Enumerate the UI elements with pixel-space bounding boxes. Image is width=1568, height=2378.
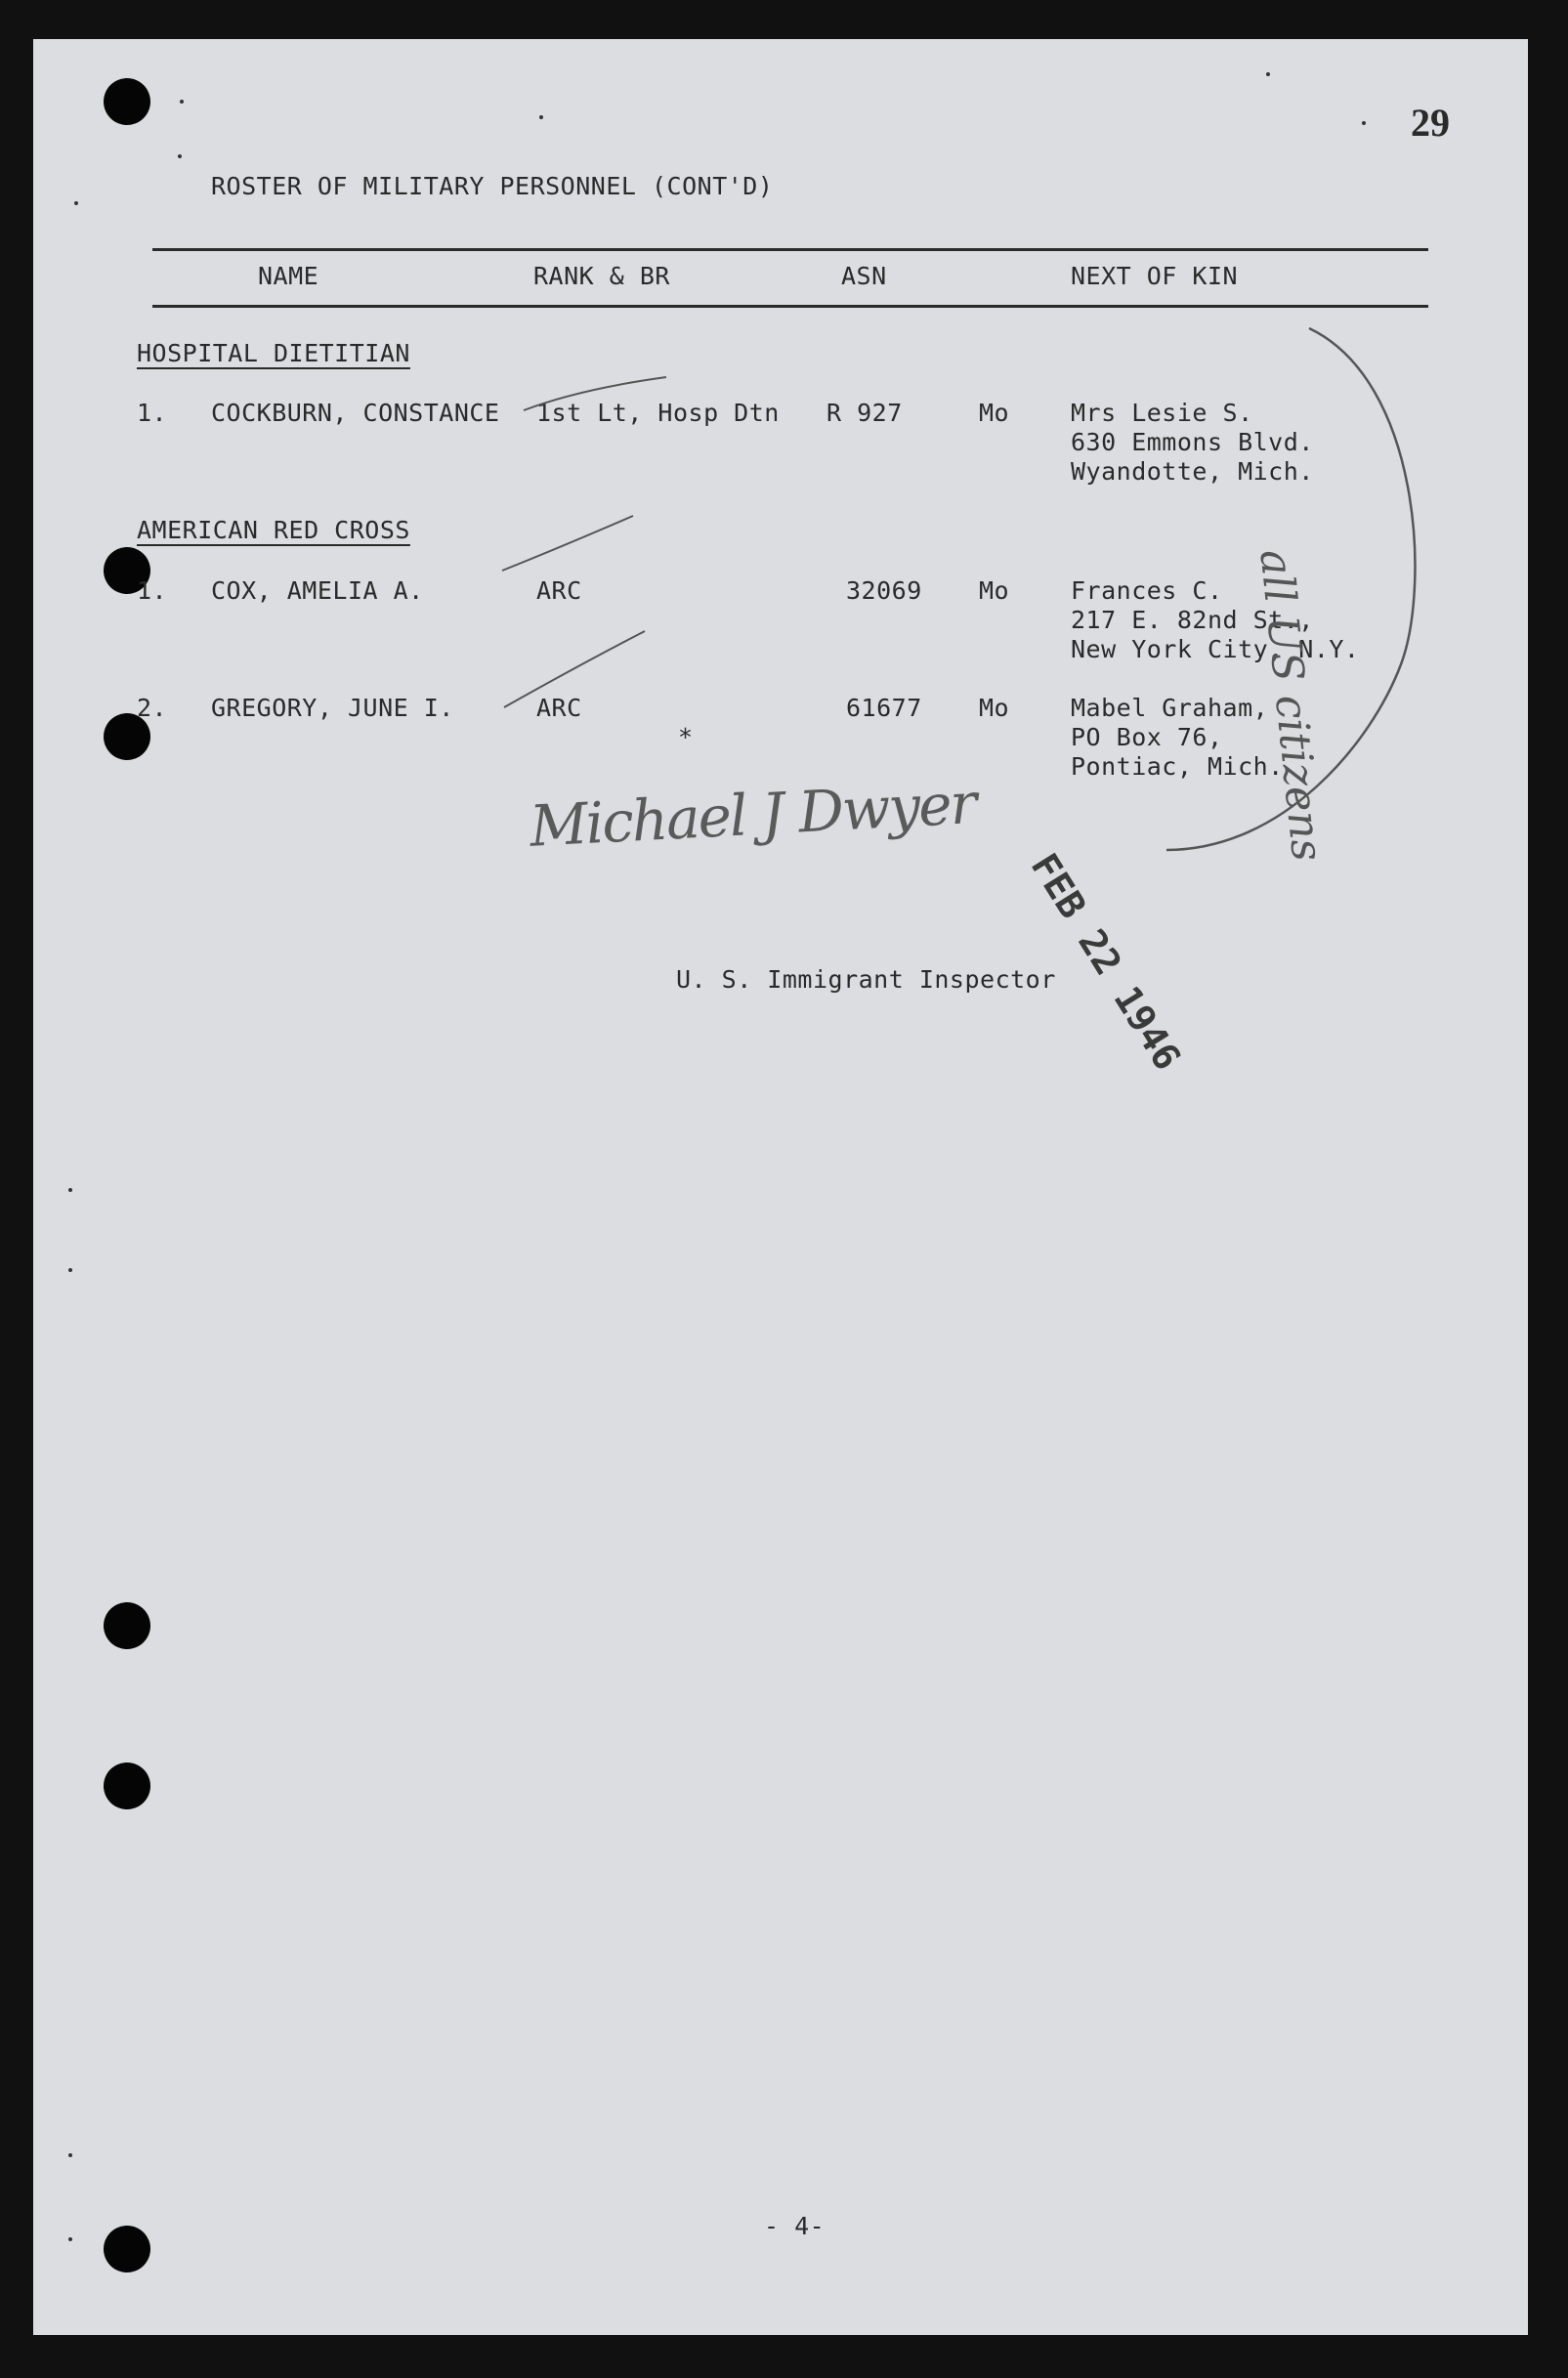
date-stamp: FEB 22 1946 [1022, 846, 1190, 1078]
column-header-name: NAME [258, 262, 319, 290]
row-kin-line: Mrs Lesie S. [1071, 399, 1253, 427]
row-name: COCKBURN, CONSTANCE [211, 399, 500, 427]
row-kin-line: Frances C. [1071, 576, 1223, 605]
row-rank: ARC [536, 576, 582, 605]
pencil-annotations [33, 39, 1528, 2335]
row-asn: R 927 [826, 399, 903, 427]
row-kin-line: 217 E. 82nd St., [1071, 606, 1314, 634]
row-name: COX, AMELIA A. [211, 576, 424, 605]
row-kin-line: 630 Emmons Blvd. [1071, 428, 1314, 456]
page-title: ROSTER OF MILITARY PERSONNEL (CONT'D) [211, 172, 774, 200]
row-asn: 61677 [846, 694, 922, 722]
column-header-rank: RANK & BR [533, 262, 670, 290]
signature: Michael J Dwyer [528, 770, 977, 860]
row-status: Mo [979, 576, 1010, 605]
margin-note: all US citizens [1250, 547, 1333, 864]
column-header-asn: ASN [841, 262, 887, 290]
asterisk-mark: * [678, 723, 694, 751]
row-kin-line: PO Box 76, [1071, 723, 1223, 751]
signature-title: U. S. Immigrant Inspector [676, 965, 1056, 994]
check-mark [502, 516, 633, 571]
row-number: 2. [137, 694, 168, 722]
row-status: Mo [979, 694, 1010, 722]
check-mark [524, 377, 666, 410]
row-kin-line: Pontiac, Mich. [1071, 752, 1284, 781]
page-number: 29 [1411, 101, 1450, 145]
row-kin-line: Wyandotte, Mich. [1071, 457, 1314, 486]
row-rank: 1st Lt, Hosp Dtn [536, 399, 780, 427]
row-rank: ARC [536, 694, 582, 722]
row-number: 1. [137, 399, 168, 427]
check-mark [504, 631, 645, 707]
row-number: 1. [137, 576, 168, 605]
row-name: GREGORY, JUNE I. [211, 694, 454, 722]
row-kin-line: New York City, N.Y. [1071, 635, 1360, 663]
document-page [33, 39, 1528, 2335]
footer-page-marker: - 4- [764, 2212, 826, 2240]
row-kin-line: Mabel Graham, [1071, 694, 1269, 722]
row-status: Mo [979, 399, 1010, 427]
section-heading: AMERICAN RED CROSS [137, 516, 410, 544]
section-heading: HOSPITAL DIETITIAN [137, 339, 410, 367]
row-asn: 32069 [846, 576, 922, 605]
column-header-next-of-kin: NEXT OF KIN [1071, 262, 1239, 290]
